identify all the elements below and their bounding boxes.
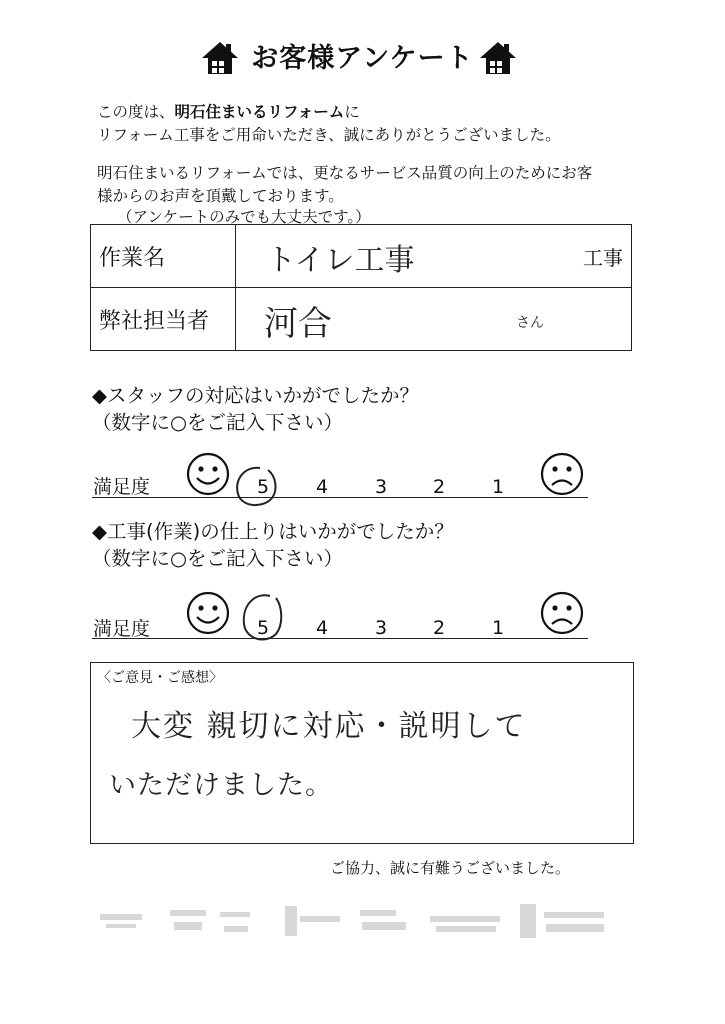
q2-scale-line [92,638,588,639]
house-icon [478,40,518,80]
q1-option-1[interactable]: 1 [491,476,505,498]
staff-value: 河合 [264,304,332,344]
q2-option-4[interactable]: 4 [315,617,329,639]
footer-thanks: ご協力、誠に有難うございました。 [330,859,571,877]
smiley-face-icon [186,591,230,639]
q1-instruction: （数字に○をご記入下さい） [92,411,344,434]
company-name: 明石住まいるリフォーム [174,103,345,121]
staff-suffix: さん [516,315,544,331]
q2-option-2[interactable]: 2 [432,617,446,639]
q1-question: ◆スタッフの対応はいかがでしたか？ [92,384,419,407]
q1-option-3[interactable]: 3 [374,476,388,498]
smiley-face-icon [186,452,230,500]
staff-field[interactable] [236,288,632,351]
intro-line-5: （アンケートのみでも大丈夫です。） [117,208,371,226]
comments-box[interactable] [90,662,634,844]
work-row [91,225,632,288]
frowning-face-icon [540,452,584,500]
intro-line-3: 明石住まいるリフォームでは、更なるサービス品質の向上のためにお客 [97,164,593,182]
work-field[interactable] [236,225,632,288]
comments-line-1: 大変 親切に対応・説明して [131,709,527,744]
q2-option-5[interactable]: 5 [256,617,270,639]
q1-option-4[interactable]: 4 [315,476,329,498]
q2-instruction: （数字に○をご記入下さい） [92,547,344,570]
staff-row [91,288,632,351]
page-title: お客様アンケート [251,43,474,74]
q2-selected-circle [236,590,288,652]
work-value: トイレ工事 [266,243,415,278]
q2-option-3[interactable]: 3 [374,617,388,639]
frowning-face-icon [540,591,584,639]
q1-satisfaction-label: 満足度 [93,476,151,498]
q2-satisfaction-label: 満足度 [93,618,151,640]
faded-logo-strip [100,898,620,942]
q1-option-2[interactable]: 2 [432,476,446,498]
work-label: 作業名 [91,225,236,288]
q1-scale-line [92,497,588,498]
q2-question: ◆工事(作業)の仕上りはいかがでしたか？ [92,520,454,543]
comments-heading: 〈ご意見・ご感想〉 [97,670,223,686]
staff-label: 弊社担当者 [91,288,236,351]
q1-option-5[interactable]: 5 [256,476,270,498]
q2-option-1[interactable]: 1 [491,617,505,639]
comments-line-2: いただけました。 [109,770,333,801]
work-suffix: 工事 [583,246,623,270]
info-table [90,224,632,351]
intro-line-1: この度は、明石住まいるリフォームに [97,103,360,121]
intro-line-2: リフォーム工事をご用命いただき、誠にありがとうございました。 [97,126,561,144]
q1-selected-circle [230,462,282,516]
intro-line-4: 様からのお声を頂戴しております。 [97,187,344,205]
